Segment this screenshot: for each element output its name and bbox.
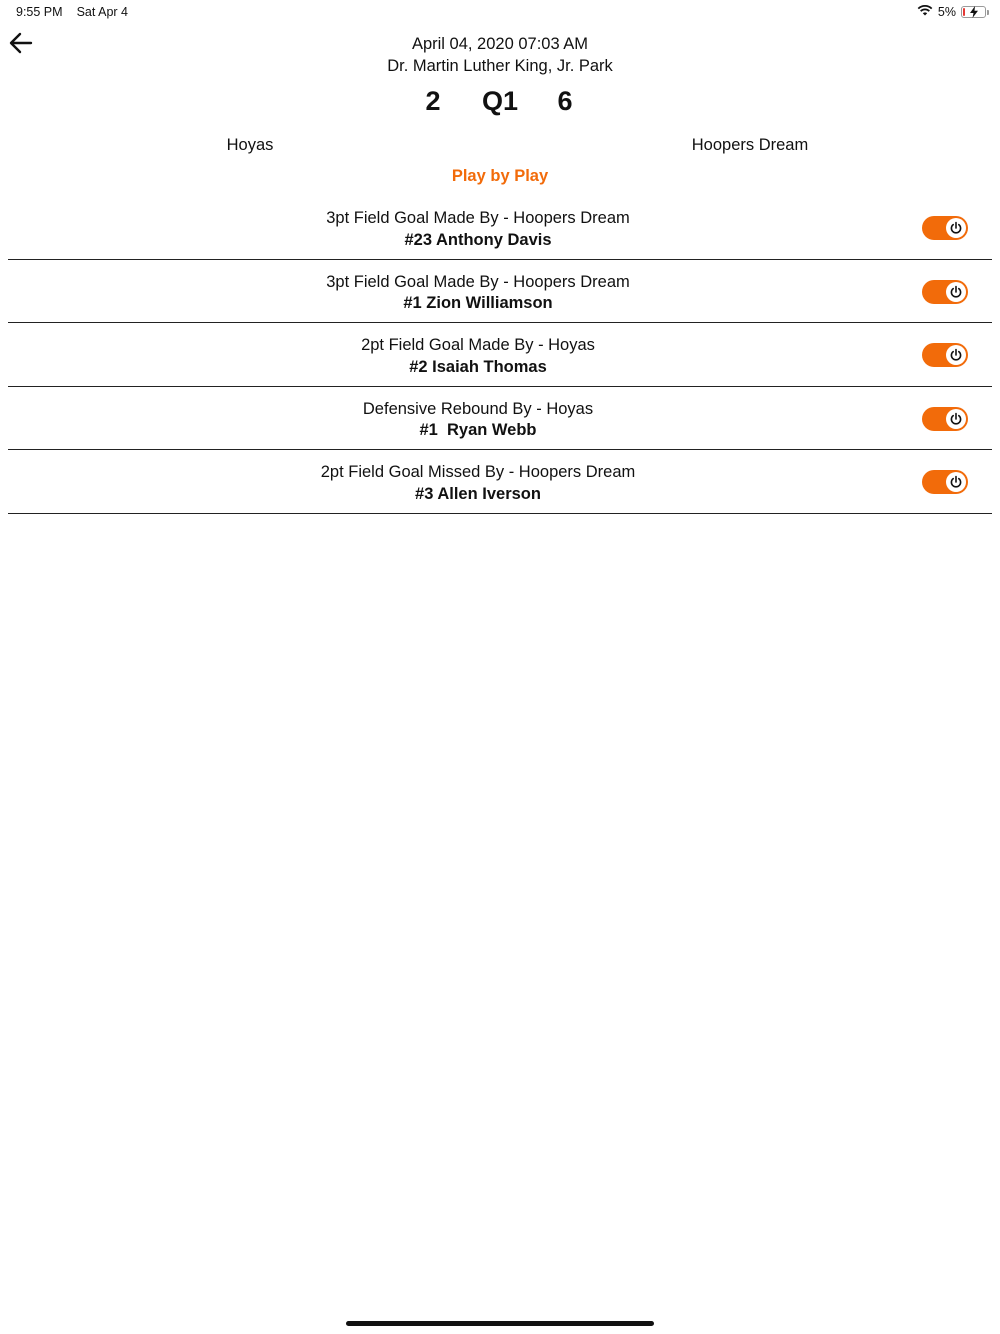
home-team-name: Hoyas	[226, 136, 274, 154]
away-team-name: Hoopers Dream	[691, 136, 809, 154]
play-toggle[interactable]	[922, 216, 968, 240]
status-right	[917, 4, 986, 19]
play-player: #3 Allen Iverson	[415, 484, 541, 503]
home-indicator[interactable]	[346, 1321, 654, 1326]
play-description: 3pt Field Goal Made By - Hoopers Dream	[326, 209, 630, 227]
wifi-icon	[917, 4, 933, 19]
power-icon	[946, 282, 966, 302]
play-list	[8, 196, 992, 514]
power-icon	[946, 345, 966, 365]
power-icon	[946, 472, 966, 492]
play-item	[8, 323, 992, 387]
status-date: Sat Apr 4	[76, 5, 128, 19]
charging-bolt-icon	[968, 6, 980, 21]
play-text	[8, 399, 948, 442]
play-player: #1 Zion Williamson	[403, 294, 553, 312]
play-text	[8, 462, 948, 505]
play-toggle[interactable]	[922, 343, 968, 367]
battery-percent: 5%	[937, 4, 956, 19]
power-icon	[946, 218, 966, 238]
status-bar	[0, 0, 1000, 24]
game-venue: Dr. Martin Luther King, Jr. Park	[387, 57, 613, 75]
away-score: 6	[557, 86, 573, 116]
play-toggle[interactable]	[922, 280, 968, 304]
play-toggle[interactable]	[922, 407, 968, 431]
play-item	[8, 260, 992, 324]
home-score: 2	[425, 86, 441, 116]
quarter-label: Q1	[481, 86, 519, 116]
play-description: 2pt Field Goal Made By - Hoyas	[361, 336, 595, 354]
battery-level-fill	[963, 8, 965, 16]
play-description: 2pt Field Goal Missed By - Hoopers Dream	[320, 463, 636, 481]
status-left	[16, 5, 128, 19]
play-description: 3pt Field Goal Made By - Hoopers Dream	[326, 272, 630, 291]
play-by-play-title: Play by Play	[451, 167, 549, 185]
play-item	[8, 387, 992, 451]
play-player: #23 Anthony Davis	[404, 230, 552, 249]
play-player: #2 Isaiah Thomas	[409, 357, 547, 376]
play-item	[8, 450, 992, 514]
play-player: #1 Ryan Webb	[419, 421, 537, 439]
status-time: 9:55 PM	[16, 5, 63, 19]
game-datetime: April 04, 2020 07:03 AM	[411, 35, 589, 53]
play-text	[8, 272, 948, 315]
play-text	[8, 335, 948, 378]
scoreboard	[0, 86, 1000, 120]
play-toggle[interactable]	[922, 470, 968, 494]
battery-icon	[961, 6, 986, 18]
power-icon	[946, 409, 966, 429]
play-description: Defensive Rebound By - Hoyas	[362, 399, 594, 418]
play-item	[8, 196, 992, 260]
play-text	[8, 208, 948, 251]
